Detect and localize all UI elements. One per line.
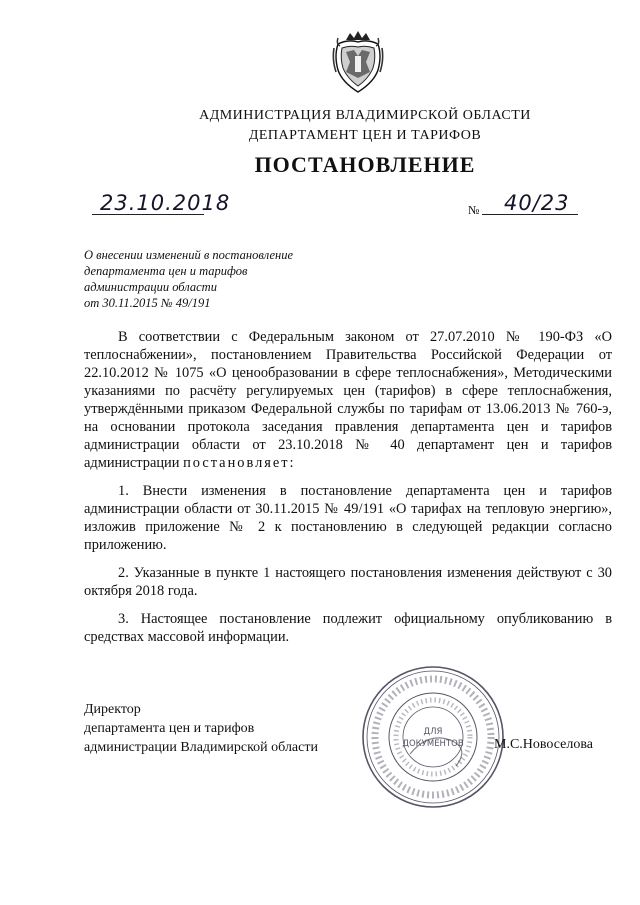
stamp-text-line2: ДОКУМЕНТОВ xyxy=(402,739,464,749)
document-title: ПОСТАНОВЛЕНИЕ xyxy=(254,152,476,177)
subject-line: от 30.11.2015 № 49/191 xyxy=(84,296,211,310)
org-name-line2: ДЕПАРТАМЕНТ ЦЕН И ТАРИФОВ xyxy=(248,128,482,143)
item-paragraph-1: 1. Внести изменения в постановление департамента цен и тарифов администрации области от 30.11.2015 № 49/191 «О тарифах на тепловую энергию», изложив приложение № 2 к постановлению в следующей редакции согласно приложению. xyxy=(84,483,612,553)
resolve-word: постановляет: xyxy=(183,455,296,471)
document-subject xyxy=(84,247,344,311)
number-sign: № xyxy=(468,203,480,217)
document-number: 40/23 xyxy=(504,191,570,215)
position-line: администрации Владимирской области xyxy=(84,740,318,755)
document-body xyxy=(84,328,612,654)
subject-line: О внесении изменений в постановление xyxy=(84,248,294,262)
date-underline xyxy=(92,214,204,215)
coat-of-arms-icon xyxy=(332,30,384,94)
subject-line: администрации области xyxy=(84,280,217,294)
preamble-text: В соответствии с Федеральным законом от 27.07.2010 № 190-ФЗ «О теплоснабжении», постановлением Правительства Российской Федерации от 22.10.2012 № 1075 «О ценообразовании в сфере теплоснабжения», Методическими указаниями по расчёту регулируемых цен (тарифов) в сфере теплоснабжения, утверждёнными приказом Федеральной службы по тарифам от 13.06.2013 № 760-э, на основании протокола заседания правления департамента цен и тарифов администрации области от 23.10.2018 № 40 департамент цен и тарифов администрации xyxy=(84,329,612,471)
signatory-position xyxy=(84,700,318,757)
position-line: департамента цен и тарифов xyxy=(84,721,255,736)
official-stamp xyxy=(358,662,508,812)
subject-line: департамента цен и тарифов xyxy=(84,264,248,278)
position-line: Директор xyxy=(84,702,141,717)
preamble-paragraph xyxy=(84,328,612,472)
signatory-name: М.С.Новоселова xyxy=(494,737,593,752)
stamp-text-line1: ДЛЯ xyxy=(423,727,443,737)
number-underline xyxy=(482,214,578,215)
item-paragraph-2: 2. Указанные в пункте 1 настоящего постановления изменения действуют с 30 октября 2018 года. xyxy=(84,565,612,599)
org-name-line1: АДМИНИСТРАЦИЯ ВЛАДИМИРСКОЙ ОБЛАСТИ xyxy=(199,108,531,123)
item-paragraph-3: 3. Настоящее постановление подлежит официальному опубликованию в средствах массовой информации. xyxy=(84,611,612,645)
document-date: 23.10.2018 xyxy=(100,191,231,215)
